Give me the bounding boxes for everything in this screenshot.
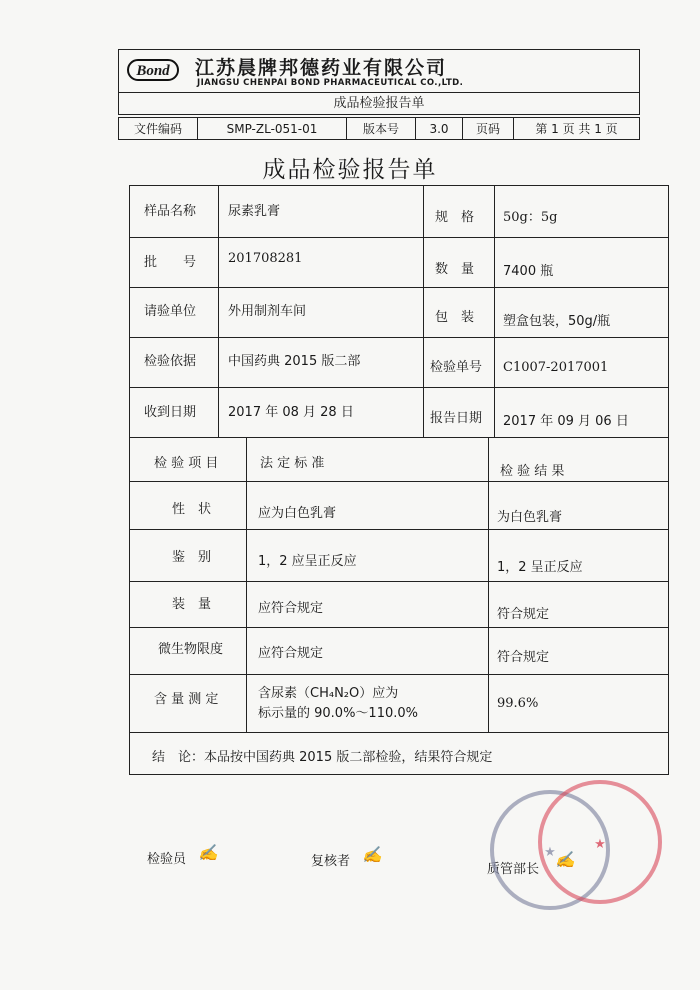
test-standard: 应符合规定 xyxy=(258,601,324,616)
company-header xyxy=(118,49,640,93)
package-value: 塑盒包装，50g/瓶 xyxy=(503,314,611,329)
test-item: 鉴 别 xyxy=(172,550,212,565)
inspector-signature: ✍ xyxy=(198,843,218,862)
test-result: 1，2 呈正反应 xyxy=(497,560,583,575)
header-doc-title: 成品检验报告单 xyxy=(118,93,640,115)
report-date-value: 2017 年 09 月 06 日 xyxy=(503,414,629,429)
package-label: 包 装 xyxy=(435,310,475,325)
company-name-cn: 江苏晨牌邦德药业有限公司 xyxy=(195,57,448,79)
test-standard: 1，2 应呈正反应 xyxy=(258,554,357,569)
file-no-value: SMP-ZL-051-01 xyxy=(198,118,347,140)
test-item-header: 检 验 项 目 xyxy=(154,456,219,471)
file-no-label: 文件编码 xyxy=(119,118,198,140)
test-item: 性 状 xyxy=(172,502,212,517)
svg-text:★: ★ xyxy=(594,837,606,852)
document-info-row xyxy=(118,117,640,140)
version-value: 3.0 xyxy=(416,118,463,140)
test-result-header: 检 验 结 果 xyxy=(500,464,565,479)
inspection-no-label: 检验单号 xyxy=(430,360,483,375)
company-seal-stamp xyxy=(480,770,670,920)
page-label: 页码 xyxy=(463,118,514,140)
spec-value: 50g：5g xyxy=(503,210,558,225)
reviewer-label: 复核者 xyxy=(311,854,351,869)
test-item: 微生物限度 xyxy=(158,642,224,657)
test-result: 符合规定 xyxy=(497,607,550,622)
batch-value: 201708281 xyxy=(228,251,303,266)
test-result: 99.6% xyxy=(497,696,539,711)
basis-label: 检验依据 xyxy=(144,354,197,369)
page-value: 第 1 页 共 1 页 xyxy=(514,118,640,140)
test-standard-line2: 标示量的 90.0%～110.0% xyxy=(258,706,418,721)
test-standard-header: 法 定 标 准 xyxy=(260,456,325,471)
received-date-label: 收到日期 xyxy=(144,405,197,420)
qa-label: 质管部长 xyxy=(487,862,540,877)
report-title: 成品检验报告单 xyxy=(262,157,438,183)
test-item: 装 量 xyxy=(172,597,212,612)
requester-label: 请验单位 xyxy=(144,304,197,319)
received-date-value: 2017 年 08 月 28 日 xyxy=(228,405,354,420)
quantity-label: 数 量 xyxy=(435,262,475,277)
test-item: 含 量 测 定 xyxy=(154,692,219,707)
sample-name-value: 尿素乳膏 xyxy=(228,204,281,219)
test-standard: 应符合规定 xyxy=(258,646,324,661)
inspection-no-value: C1007-2017001 xyxy=(503,360,609,375)
report-date-label: 报告日期 xyxy=(430,411,483,426)
inspector-label: 检验员 xyxy=(147,852,187,867)
reviewer-signature: ✍ xyxy=(362,845,382,864)
report-table xyxy=(129,185,669,775)
basis-value: 中国药典 2015 版二部 xyxy=(228,354,361,369)
spec-label: 规 格 xyxy=(435,210,475,225)
test-standard: 应为白色乳膏 xyxy=(258,506,337,521)
sample-name-label: 样品名称 xyxy=(144,204,197,219)
qa-signature: ✍ xyxy=(555,850,575,869)
requester-value: 外用制剂车间 xyxy=(228,304,307,319)
batch-label: 批 号 xyxy=(144,255,197,270)
test-standard-line1: 含尿素（CH₄N₂O）应为 xyxy=(258,686,399,701)
svg-text:★: ★ xyxy=(544,845,556,860)
quantity-value: 7400 瓶 xyxy=(503,264,554,279)
company-name-en: JIANGSU CHENPAI BOND PHARMACEUTICAL CO.,LTD. xyxy=(197,78,464,88)
test-result: 为白色乳膏 xyxy=(497,510,563,525)
conclusion-text: 结 论：本品按中国药典 2015 版二部检验，结果符合规定 xyxy=(152,750,493,765)
version-label: 版本号 xyxy=(347,118,416,140)
company-logo: Bond xyxy=(127,59,179,81)
test-result: 符合规定 xyxy=(497,650,550,665)
